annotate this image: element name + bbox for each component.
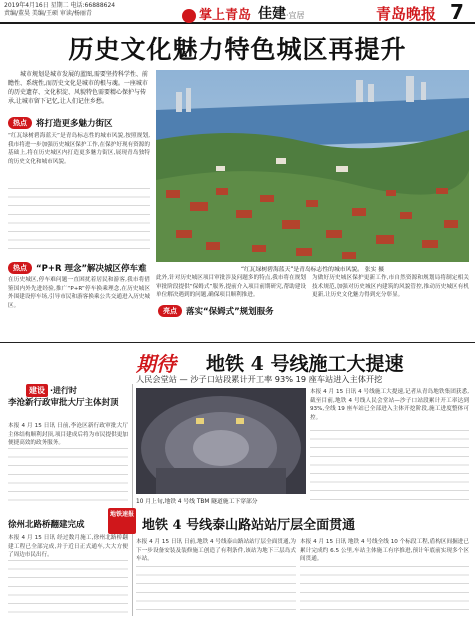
newspaper-brand: 青岛晚报 [376,5,437,23]
section3-intro-body: 此外,针对历史城区项目审批涉及问题多的特点,我市将在规划审批阶段提供“保姆式”服务,提前介入项目前期研究,帮助建设单位解决遇到的问题,确保项目顺利推进。 [156,275,306,299]
city-photo [156,70,469,262]
city-hall-headline: 李沧新行政审批大厅主体封顶 [8,398,119,408]
section-sub: ·宜居 [286,11,305,20]
build-badge: 建设 [26,384,48,397]
lede-paragraph: 城市规划是城市发展的蓝图,需要坚持科学性、前瞻性、系统性,而历史文化是城市的根与魂。一座城市的历史遗存、文化积淀、风貌特色需要精心保护与传承,让城市留下记忆,让人们记住乡愁。 [8,71,148,105]
app-name: 掌上青岛 [199,8,252,23]
metro-body-2-cont [136,566,296,616]
xuzhou-bridge-body: 本报 4 月 15 日讯 经过数月施工,徐州北路桥翻建工程已全部完成,并于近日正式通车,大大方便了周边市民出行。 [8,535,128,559]
metro-sub-headline: 地铁 4 号线泰山路站站厅层全面贯通 [142,518,356,533]
page-number: 7 [450,0,464,24]
hot-badge: 亮点 [158,305,182,317]
city-photo-illustration [156,70,469,262]
tunnel-photo [136,388,306,494]
metro-deck: 人民会堂站 — 沙子口站段累计开工率 93% 19 座车站进入主体开挖 [136,374,383,384]
metro-body-3: 本报 4 月 15 日讯 地铁 4 号线全线 10 个标段工程,盾构区间掘进已累计完成约 6.5 公里,车站主体施工有序推进,预计年底前实现多个区间贯通。 [300,539,469,563]
tunnel-photo-caption: 10 月上旬,地铁 4 号线 TBM 隧道施工下穿部分 [136,499,258,505]
xuzhou-bridge-headline: 徐州北路桥翻建完成 [8,520,85,530]
hot-badge: 热点 [8,262,32,274]
header-meta [4,2,115,18]
hot-badge: 热点 [8,117,32,129]
column-rule [132,384,133,616]
section1-heading [8,117,113,129]
section1-body: “红瓦绿树碧海蓝天”是青岛标志性的城市风貌,按照规划,我市将进一步加强历史城区保护工作,在保护好现有资源的基础上,将在历史城区内打造更多魅力街区,展现青岛独特的历史文化和城市风貌。 [8,133,150,165]
header-editor-line: 责编/董昊 美编/王硕 审读/杨丽青 [4,10,92,17]
metro-brand: 期待 [136,352,176,376]
section3-title: 落实“保姆式”规划服务 [186,307,274,317]
section2-heading [8,262,147,274]
metro-body-2: 本报 4 月 15 日讯 日前,地铁 4 号线泰山路站站厅层全面贯通,为下一步设备安装及装修施工创造了有利条件,该站为地下三层岛式车站。 [136,539,296,563]
section2-body: 在历史城区,停车难问题一直困扰着居民和游客,我市将借鉴国内外先进经验,推广“P+R”停车换乘理念,在历史城区外围建设停车场,引导市民和游客换乘公共交通进入历史城区。 [8,277,150,309]
section-divider [0,342,475,343]
header-date-line: 2019年4月16日 星期二 电话:66888624 [4,2,116,9]
section2-title: “P+R 理念”解决城区停车难 [36,264,147,274]
main-headline: 历史文化魅力特色城区再提升 [68,35,407,64]
section1-title: 将打造更多魅力街区 [36,119,113,129]
section-name [258,3,305,23]
city-hall-body: 本报 4 月 15 日讯 日前,李沧区新行政审批大厅主体结构顺利封顶,项目建成后将为市民提供更加便捷高效的政务服务。 [8,423,128,447]
build-label: ·进行时 [50,386,78,395]
metro-body-1-cont [310,430,469,504]
xuzhou-bridge-body-cont [8,560,128,616]
build-tag [26,384,77,397]
metro-news-logo: 地铁速报 [108,508,136,534]
section1-body-cont [8,188,150,254]
page-header [0,0,475,24]
section3-heading [158,305,274,317]
metro-body-1: 本报 4 月 15 日讯 4 号线施工大提速,记者从青岛地铁集团获悉,截至目前,地铁 4 号线人民会堂站—沙子口站段累计开工率达到 93%,全线 19 座车站已全部进入主体开挖阶段,施工进度整体可控。 [310,389,469,421]
section-title: 佳建 [258,6,286,22]
section4-body: 为做好历史城区保护更新工作,市自然资源和规划局将制定相关技术规范,加强对历史城区内建筑的风貌管控,推动历史城区有机更新,让历史文化魅力得到充分彰显。 [312,275,469,299]
photo-caption: “红瓦绿树碧海蓝天”是青岛标志性的城市风貌。 张实 摄 [240,267,385,273]
city-hall-body-cont [8,448,128,504]
app-logo-icon [182,9,196,23]
metro-body-3-cont [300,566,469,616]
app-logo [182,4,251,23]
metro-headline: 地铁 4 号线施工大提速 [206,353,404,375]
tunnel-photo-illustration [136,388,306,494]
